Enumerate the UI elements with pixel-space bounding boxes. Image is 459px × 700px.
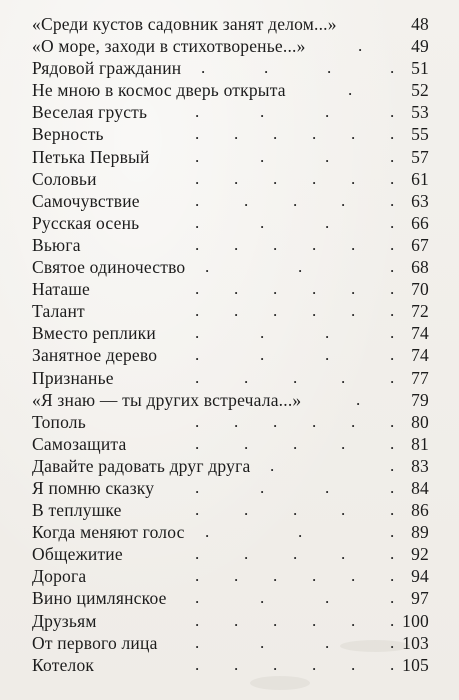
toc-entry-page-number: 61 [411, 168, 429, 189]
toc-entry-page-number: 55 [411, 124, 429, 145]
leader-dot: . [390, 544, 395, 564]
toc-entry-title: «О море, заходи в стихотворенье...» [32, 36, 306, 57]
leader-dot: . [195, 234, 200, 254]
leader-dot: . [390, 58, 395, 78]
toc-entry-title: Наташе [32, 279, 91, 300]
toc-entry [0, 521, 459, 543]
leader-dot: . [325, 477, 330, 497]
leader-dot: . [390, 146, 395, 166]
toc-entry-title: Рядовой гражданин [32, 58, 182, 79]
leader-dot: . [390, 654, 395, 674]
toc-entry-page-number: 79 [411, 389, 429, 410]
leader-dot: . [234, 411, 239, 431]
leader-dot: . [341, 544, 346, 564]
toc-entry [0, 389, 459, 411]
toc-entry-page-number: 49 [411, 36, 429, 57]
toc-entry-title: Самочувствие [32, 190, 140, 211]
toc-entry [0, 543, 459, 565]
toc-entry-title: Котелок [32, 654, 95, 675]
toc-entry-title: Талант [32, 301, 85, 322]
toc-entry-page-number: 63 [411, 190, 429, 211]
leader-dot: . [341, 500, 346, 520]
leader-dot: . [205, 522, 210, 542]
toc-entry-title: Веселая грусть [32, 102, 148, 123]
toc-entry-page-number: 86 [411, 500, 429, 521]
toc-entry-title: Петька Первый [32, 146, 150, 167]
leader-dot: . [390, 345, 395, 365]
leader-dot: . [312, 411, 317, 431]
leader-dot: . [390, 433, 395, 453]
leader-dot: . [273, 654, 278, 674]
leader-dot: . [260, 212, 265, 232]
leader-dot: . [273, 279, 278, 299]
toc-entry-title: Друзьям [32, 610, 97, 631]
toc-entry [0, 610, 459, 632]
leader-dot: . [195, 345, 200, 365]
leader-dot: . [390, 234, 395, 254]
leader-dot: . [234, 168, 239, 188]
toc-entry-title: Вместо реплики [32, 323, 156, 344]
toc-entry [0, 13, 459, 35]
leader-dot: . [390, 455, 395, 475]
toc-entry-title: Когда меняют голос [32, 522, 185, 543]
leader-dot: . [273, 566, 278, 586]
toc-entry-page-number: 74 [411, 323, 429, 344]
leader-dot: . [260, 477, 265, 497]
toc-entry [0, 411, 459, 433]
toc-entry-page-number: 70 [411, 279, 429, 300]
leader-dot: . [390, 323, 395, 343]
toc-entry-page-number: 84 [411, 477, 429, 498]
leader-dot: . [270, 455, 275, 475]
toc-entry-title: Не мною в космос дверь открыта [32, 80, 286, 101]
toc-entry-title: Русская осень [32, 212, 140, 233]
toc-entry-title: В теплушке [32, 500, 122, 521]
toc-entry-title: Тополь [32, 411, 86, 432]
leader-dot: . [293, 367, 298, 387]
toc-entry-page-number: 89 [411, 522, 429, 543]
toc-entry-page-number: 66 [411, 212, 429, 233]
leader-dot: . [201, 58, 206, 78]
leader-dot: . [312, 654, 317, 674]
toc-entry [0, 433, 459, 455]
leader-dot: . [390, 411, 395, 431]
leader-dot: . [325, 212, 330, 232]
toc-entry-page-number: 81 [411, 433, 429, 454]
toc-entry-page-number: 94 [411, 566, 429, 587]
leader-dot: . [234, 234, 239, 254]
leader-dot: . [195, 168, 200, 188]
leader-dot: . [390, 279, 395, 299]
leader-dot: . [293, 500, 298, 520]
leader-dot: . [260, 632, 265, 652]
toc-entry-title: Верность [32, 124, 104, 145]
leader-dot: . [273, 411, 278, 431]
leader-dot: . [341, 367, 346, 387]
toc-entry-page-number: 105 [402, 654, 429, 675]
leader-dot: . [234, 566, 239, 586]
toc-entry-page-number: 72 [411, 301, 429, 322]
leader-dot: . [273, 301, 278, 321]
toc-entry [0, 344, 459, 366]
toc-entry [0, 190, 459, 212]
toc-entry-title: Занятное дерево [32, 345, 158, 366]
table-of-contents [0, 13, 459, 676]
leader-dot: . [351, 234, 356, 254]
toc-entry-page-number: 92 [411, 544, 429, 565]
leader-dot: . [195, 588, 200, 608]
toc-entry-page-number: 74 [411, 345, 429, 366]
leader-dot: . [260, 323, 265, 343]
leader-dot: . [244, 367, 249, 387]
leader-dot: . [390, 522, 395, 542]
toc-entry [0, 35, 459, 57]
leader-dot: . [195, 654, 200, 674]
leader-dot: . [273, 610, 278, 630]
leader-dot: . [195, 367, 200, 387]
leader-dot: . [298, 257, 303, 277]
leader-dot: . [244, 544, 249, 564]
toc-entry [0, 300, 459, 322]
toc-entry [0, 234, 459, 256]
leader-dot: . [195, 544, 200, 564]
toc-entry-page-number: 52 [411, 80, 429, 101]
toc-entry-title: «Я знаю — ты других встречала...» [32, 389, 302, 410]
leader-dot: . [325, 588, 330, 608]
leader-dot: . [312, 566, 317, 586]
toc-entry-page-number: 57 [411, 146, 429, 167]
leader-dot: . [195, 190, 200, 210]
leader-dot: . [244, 433, 249, 453]
leader-dot: . [195, 301, 200, 321]
toc-entry-page-number: 77 [411, 367, 429, 388]
leader-dot: . [195, 212, 200, 232]
leader-dot: . [195, 124, 200, 144]
toc-entry [0, 256, 459, 278]
leader-dot: . [195, 632, 200, 652]
leader-dot: . [327, 58, 332, 78]
toc-entry-page-number: 97 [411, 588, 429, 609]
leader-dot: . [351, 610, 356, 630]
leader-dot: . [341, 433, 346, 453]
leader-dot: . [348, 80, 353, 100]
leader-dot: . [273, 124, 278, 144]
toc-entry-title: Признанье [32, 367, 114, 388]
leader-dot: . [325, 345, 330, 365]
toc-entry-page-number: 68 [411, 257, 429, 278]
leader-dot: . [390, 367, 395, 387]
toc-entry [0, 101, 459, 123]
leader-dot: . [351, 279, 356, 299]
leader-dot: . [293, 544, 298, 564]
toc-entry-page-number: 100 [402, 610, 429, 631]
toc-entry-title: Я помню сказку [32, 477, 155, 498]
leader-dot: . [312, 610, 317, 630]
leader-dot: . [312, 124, 317, 144]
leader-dot: . [260, 345, 265, 365]
leader-dot: . [358, 36, 363, 56]
leader-dot: . [195, 146, 200, 166]
leader-dot: . [390, 212, 395, 232]
toc-entry-page-number: 83 [411, 455, 429, 476]
leader-dot: . [273, 168, 278, 188]
leader-dot: . [195, 500, 200, 520]
leader-dot: . [195, 323, 200, 343]
leader-dot: . [244, 500, 249, 520]
toc-entry [0, 79, 459, 101]
leader-dot: . [390, 168, 395, 188]
leader-dot: . [390, 301, 395, 321]
leader-dot: . [341, 190, 346, 210]
toc-entry-page-number: 80 [411, 411, 429, 432]
leader-dot: . [234, 279, 239, 299]
toc-entry-title: Вино цимлянское [32, 588, 167, 609]
leader-dot: . [351, 654, 356, 674]
leader-dot: . [273, 234, 278, 254]
toc-entry [0, 455, 459, 477]
toc-entry-title: «Среди кустов садовник занят делом...» [32, 14, 337, 34]
toc-entry [0, 57, 459, 79]
leader-dot: . [260, 588, 265, 608]
toc-entry-title: Соловьи [32, 168, 97, 189]
toc-entry-title: Общежитие [32, 544, 123, 565]
toc-entry [0, 168, 459, 190]
toc-entry-page-number: 51 [411, 58, 429, 79]
leader-dot: . [325, 323, 330, 343]
toc-entry-page-number: 103 [402, 632, 429, 653]
leader-dot: . [260, 102, 265, 122]
toc-entry-page-number: 48 [411, 14, 429, 34]
leader-dot: . [205, 257, 210, 277]
leader-dot: . [390, 102, 395, 122]
leader-dot: . [312, 234, 317, 254]
leader-dot: . [390, 588, 395, 608]
toc-entry-title: Самозащита [32, 433, 127, 454]
leader-dot: . [195, 279, 200, 299]
leader-dot: . [195, 411, 200, 431]
leader-dot: . [312, 168, 317, 188]
toc-entry-title: Давайте радовать друг друга [32, 455, 251, 476]
leader-dot: . [351, 168, 356, 188]
leader-dot: . [390, 124, 395, 144]
paper-smudge [250, 676, 310, 690]
leader-dot: . [195, 566, 200, 586]
leader-dot: . [351, 566, 356, 586]
toc-entry [0, 212, 459, 234]
toc-entry [0, 499, 459, 521]
toc-entry-title: Святое одиночество [32, 257, 186, 278]
leader-dot: . [390, 500, 395, 520]
leader-dot: . [325, 102, 330, 122]
leader-dot: . [325, 146, 330, 166]
leader-dot: . [298, 522, 303, 542]
leader-dot: . [234, 301, 239, 321]
toc-entry-page-number: 67 [411, 234, 429, 255]
toc-entry [0, 146, 459, 168]
leader-dot: . [195, 102, 200, 122]
leader-dot: . [234, 654, 239, 674]
leader-dot: . [390, 477, 395, 497]
leader-dot: . [351, 301, 356, 321]
leader-dot: . [312, 279, 317, 299]
leader-dot: . [195, 610, 200, 630]
leader-dot: . [234, 124, 239, 144]
toc-entry [0, 123, 459, 145]
leader-dot: . [356, 389, 361, 409]
toc-entry [0, 322, 459, 344]
leader-dot: . [325, 632, 330, 652]
toc-entry [0, 477, 459, 499]
paper-smudge [340, 640, 410, 652]
toc-entry [0, 278, 459, 300]
leader-dot: . [390, 257, 395, 277]
leader-dot: . [312, 301, 317, 321]
toc-entry [0, 587, 459, 609]
toc-entry [0, 565, 459, 587]
leader-dot: . [260, 146, 265, 166]
leader-dot: . [390, 190, 395, 210]
leader-dot: . [390, 610, 395, 630]
leader-dot: . [293, 190, 298, 210]
leader-dot: . [244, 190, 249, 210]
leader-dot: . [264, 58, 269, 78]
leader-dot: . [351, 411, 356, 431]
leader-dot: . [390, 632, 395, 652]
toc-entry [0, 367, 459, 389]
toc-entry [0, 654, 459, 676]
toc-entry-title: Вьюга [32, 234, 81, 255]
toc-entry-title: От первого лица [32, 632, 158, 653]
leader-dot: . [195, 433, 200, 453]
leader-dot: . [351, 124, 356, 144]
leader-dot: . [390, 566, 395, 586]
toc-entry-title: Дорога [32, 566, 87, 587]
leader-dot: . [195, 477, 200, 497]
leader-dot: . [234, 610, 239, 630]
leader-dot: . [293, 433, 298, 453]
toc-entry-page-number: 53 [411, 102, 429, 123]
